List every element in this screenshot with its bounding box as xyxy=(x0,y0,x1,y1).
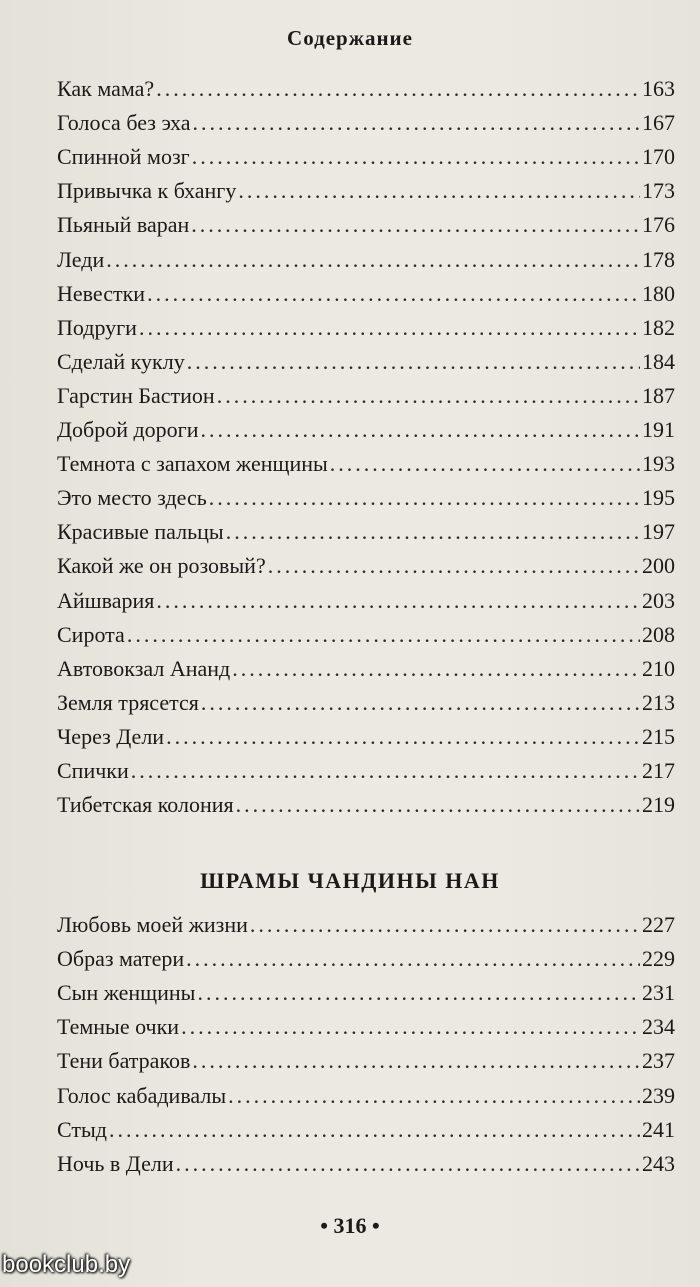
toc-entry-title: Спинной мозг xyxy=(57,144,190,170)
toc-dot-leader xyxy=(191,212,640,238)
toc-entry-page: 219 xyxy=(642,792,675,818)
toc-dot-leader xyxy=(268,553,640,579)
toc-dot-leader xyxy=(156,76,640,102)
toc-entry-page: 243 xyxy=(642,1150,675,1176)
toc-entry xyxy=(57,136,675,170)
toc-list-part-1 xyxy=(57,68,675,818)
toc-entry-title: Красивые пальцы xyxy=(57,519,224,545)
page-number: • 316 • xyxy=(320,1213,380,1238)
toc-entry-page: 213 xyxy=(642,689,675,715)
page-header: Содержание xyxy=(287,26,413,50)
toc-entry xyxy=(57,716,675,750)
toc-entry-page: 234 xyxy=(642,1014,675,1040)
toc-entry xyxy=(57,409,675,443)
toc-entry-title: Голос кабадивалы xyxy=(57,1082,227,1108)
toc-entry-title: Сын женщины xyxy=(57,980,196,1006)
toc-entry-title: Любовь моей жизни xyxy=(57,912,248,938)
toc-entry xyxy=(57,238,675,272)
toc-entry-page: 203 xyxy=(642,587,675,613)
toc-dot-leader xyxy=(181,1014,640,1040)
toc-entry xyxy=(57,938,675,972)
toc-dot-leader xyxy=(166,724,640,750)
toc-entry-title: Через Дели xyxy=(57,723,165,749)
toc-entry xyxy=(57,682,675,716)
toc-dot-leader xyxy=(200,417,640,443)
toc-entry xyxy=(57,273,675,307)
toc-entry-page: 167 xyxy=(642,110,675,136)
toc-entry-page: 180 xyxy=(642,280,675,306)
toc-entry xyxy=(57,1143,675,1177)
toc-entry xyxy=(57,375,675,409)
toc-entry-title: Доброй дороги xyxy=(57,417,199,443)
toc-entry xyxy=(57,1074,675,1108)
toc-entry xyxy=(57,784,675,818)
toc-dot-leader xyxy=(232,656,640,682)
toc-entry-page: 241 xyxy=(642,1116,675,1142)
toc-entry-title: Это место здесь xyxy=(57,485,207,511)
toc-entry xyxy=(57,1040,675,1074)
toc-entry-page: 237 xyxy=(642,1048,675,1074)
toc-entry-title: Темнота с запахом женщины xyxy=(57,451,328,477)
toc-entry-page: 195 xyxy=(642,485,675,511)
toc-entry xyxy=(57,750,675,784)
toc-entry xyxy=(57,1109,675,1143)
toc-list-part-2 xyxy=(57,904,675,1177)
toc-entry-page: 231 xyxy=(642,980,675,1006)
toc-entry-title: Тени батраков xyxy=(57,1048,191,1074)
toc-dot-leader xyxy=(192,144,640,170)
toc-dot-leader xyxy=(217,383,640,409)
toc-entry xyxy=(57,307,675,341)
toc-dot-leader xyxy=(228,1083,640,1109)
toc-entry xyxy=(57,68,675,102)
toc-dot-leader xyxy=(250,912,640,938)
toc-dot-leader xyxy=(106,247,640,273)
toc-entry-page: 227 xyxy=(642,912,675,938)
toc-dot-leader xyxy=(330,451,640,477)
toc-entry-title: Земля трясется xyxy=(57,689,199,715)
toc-entry-title: Образ матери xyxy=(57,946,185,972)
toc-entry-page: 187 xyxy=(642,382,675,408)
toc-entry xyxy=(57,1006,675,1040)
toc-entry-page: 208 xyxy=(642,621,675,647)
toc-entry xyxy=(57,477,675,511)
toc-entry xyxy=(57,341,675,375)
toc-entry-title: Какой же он розовый? xyxy=(57,553,266,579)
toc-dot-leader xyxy=(236,792,640,818)
toc-entry-title: Автовокзал Ананд xyxy=(57,655,231,681)
watermark-logo: bookclub.by xyxy=(2,1251,131,1278)
toc-dot-leader xyxy=(197,980,640,1006)
toc-entry-title: Сделай куклу xyxy=(57,348,185,374)
toc-entry-page: 163 xyxy=(642,76,675,102)
toc-entry xyxy=(57,170,675,204)
toc-entry-page: 229 xyxy=(642,946,675,972)
toc-entry xyxy=(57,614,675,648)
toc-dot-leader xyxy=(109,1117,640,1143)
toc-entry xyxy=(57,545,675,579)
toc-entry xyxy=(57,579,675,613)
toc-entry xyxy=(57,904,675,938)
toc-entry xyxy=(57,648,675,682)
toc-entry-page: 193 xyxy=(642,451,675,477)
toc-entry-title: Пьяный варан xyxy=(57,212,190,238)
toc-entry-page: 210 xyxy=(642,655,675,681)
toc-entry-title: Тибетская колония xyxy=(57,792,234,818)
toc-entry-page: 176 xyxy=(642,212,675,238)
toc-entry-title: Невестки xyxy=(57,280,146,306)
toc-entry-title: Леди xyxy=(57,246,105,272)
toc-entry-page: 215 xyxy=(642,723,675,749)
toc-entry-title: Стыд xyxy=(57,1116,107,1142)
toc-entry-title: Голоса без эха xyxy=(57,110,191,136)
toc-entry-page: 178 xyxy=(642,246,675,272)
toc-entry-page: 200 xyxy=(642,553,675,579)
toc-entry-page: 182 xyxy=(642,314,675,340)
toc-entry-page: 217 xyxy=(642,757,675,783)
toc-entry-title: Подруги xyxy=(57,314,137,340)
toc-dot-leader xyxy=(127,622,640,648)
toc-entry xyxy=(57,204,675,238)
toc-entry xyxy=(57,443,675,477)
toc-entry-page: 239 xyxy=(642,1082,675,1108)
toc-dot-leader xyxy=(139,315,640,341)
toc-entry-title: Айшвария xyxy=(57,587,155,613)
toc-dot-leader xyxy=(156,588,640,614)
toc-dot-leader xyxy=(131,758,640,784)
toc-entry-title: Ночь в Дели xyxy=(57,1150,174,1176)
toc-entry xyxy=(57,511,675,545)
toc-dot-leader xyxy=(186,946,640,972)
toc-entry xyxy=(57,972,675,1006)
toc-entry-title: Привычка к бхангу xyxy=(57,178,237,204)
toc-entry-title: Темные очки xyxy=(57,1014,180,1040)
toc-dot-leader xyxy=(187,349,640,375)
section-heading: ШРАМЫ ЧАНДИНЫ НАН xyxy=(200,868,500,893)
toc-entry-page: 197 xyxy=(642,519,675,545)
toc-entry-title: Сирота xyxy=(57,621,125,647)
toc-entry-page: 184 xyxy=(642,348,675,374)
toc-dot-leader xyxy=(201,690,640,716)
toc-entry-page: 170 xyxy=(642,144,675,170)
toc-dot-leader xyxy=(193,110,640,136)
toc-entry xyxy=(57,102,675,136)
toc-entry-title: Спички xyxy=(57,757,129,783)
toc-dot-leader xyxy=(226,519,640,545)
toc-entry-page: 173 xyxy=(642,178,675,204)
toc-dot-leader xyxy=(147,281,640,307)
toc-entry-title: Как мама? xyxy=(57,76,155,102)
toc-entry-page: 191 xyxy=(642,417,675,443)
toc-dot-leader xyxy=(176,1151,640,1177)
toc-dot-leader xyxy=(238,178,640,204)
toc-entry-title: Гарстин Бастион xyxy=(57,382,215,408)
toc-dot-leader xyxy=(192,1048,640,1074)
toc-dot-leader xyxy=(209,485,640,511)
